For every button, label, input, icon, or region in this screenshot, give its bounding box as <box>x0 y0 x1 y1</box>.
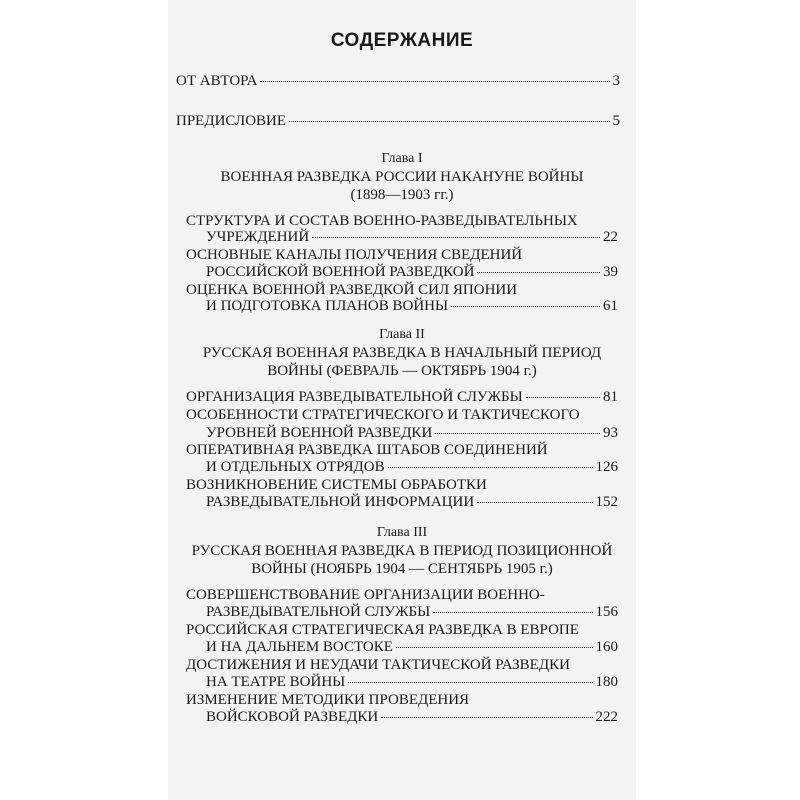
leader-dots <box>289 121 609 122</box>
toc-entry-label: ОПЕРАТИВНАЯ РАЗВЕДКА ШТАБОВ СОЕДИНЕНИЙ <box>186 442 548 458</box>
leader-dots <box>260 81 609 82</box>
toc-entry-label: РОССИЙСКАЯ СТРАТЕГИЧЕСКАЯ РАЗВЕДКА В ЕВРОПЕ <box>186 622 579 638</box>
toc-page-number: 152 <box>595 494 618 510</box>
chapter-title-line: ВОЙНЫ (ФЕВРАЛЬ — ОКТЯБРЬ 1904 г.) <box>267 363 537 379</box>
toc-entry-label: И НА ДАЛЬНЕМ ВОСТОКЕ <box>206 639 393 655</box>
toc-entry <box>206 424 618 442</box>
page-title: СОДЕРЖАНИЕ <box>330 30 474 51</box>
toc-entry-label: ПРЕДИСЛОВИЕ <box>176 113 287 129</box>
toc-page-number: 156 <box>595 604 618 620</box>
toc-entry-label: ИЗМЕНЕНИЕ МЕТОДИКИ ПРОВЕДЕНИЯ <box>186 692 470 708</box>
leader-dots <box>526 397 600 398</box>
toc-page-number: 5 <box>612 113 620 129</box>
book-page <box>168 0 636 800</box>
toc-entry-from-author <box>176 72 620 90</box>
leader-dots <box>396 647 593 648</box>
toc-entry <box>206 297 618 315</box>
toc-entry <box>206 458 618 476</box>
toc-entry-label: НА ТЕАТРЕ ВОЙНЫ <box>206 674 346 690</box>
toc-entry-label: И ПОДГОТОВКА ПЛАНОВ ВОЙНЫ <box>206 298 449 314</box>
chapter-title-line: ВОЕННАЯ РАЗВЕДКА РОССИИ НАКАНУНЕ ВОЙНЫ <box>220 169 584 185</box>
toc-entry-label: ОРГАНИЗАЦИЯ РАЗВЕДЫВАТЕЛЬНОЙ СЛУЖБЫ <box>186 389 523 405</box>
toc-page-number: 61 <box>603 298 618 314</box>
chapter-heading: Глава I <box>381 151 423 166</box>
toc-entry-label: УРОВНЕЙ ВОЕННОЙ РАЗВЕДКИ <box>206 425 433 441</box>
chapter-heading: Глава II <box>379 327 425 342</box>
toc-entry <box>206 708 618 726</box>
toc-page-number: 222 <box>595 709 618 725</box>
toc-entry-label: РАЗВЕДЫВАТЕЛЬНОЙ ИНФОРМАЦИИ <box>206 494 475 510</box>
toc-entry-label: ВОЗНИКНОВЕНИЕ СИСТЕМЫ ОБРАБОТКИ <box>186 477 487 493</box>
chapter-heading: Глава III <box>376 525 428 540</box>
chapter-title-line: РУССКАЯ ВОЕННАЯ РАЗВЕДКА В НАЧАЛЬНЫЙ ПЕРИОД <box>202 345 602 361</box>
toc-page-number: 180 <box>595 674 618 690</box>
toc-entry <box>206 493 618 511</box>
toc-entry-label: СТРУКТУРА И СОСТАВ ВОЕННО-РАЗВЕДЫВАТЕЛЬНЫХ <box>186 213 578 229</box>
leader-dots <box>477 502 592 503</box>
chapter-title-line: (1898—1903 гг.) <box>350 187 454 203</box>
leader-dots <box>388 467 593 468</box>
toc-entry-label: ОЦЕНКА ВОЕННОЙ РАЗВЕДКОЙ СИЛ ЯПОНИИ <box>186 282 518 298</box>
toc-entry-label: РАЗВЕДЫВАТЕЛЬНОЙ СЛУЖБЫ <box>206 604 431 620</box>
toc-entry <box>206 673 618 691</box>
toc-entry-label: ДОСТИЖЕНИЯ И НЕУДАЧИ ТАКТИЧЕСКОЙ РАЗВЕДКИ <box>186 657 570 673</box>
toc-page-number: 126 <box>595 459 618 475</box>
leader-dots <box>381 717 592 718</box>
toc-page-number: 39 <box>603 264 618 280</box>
toc-page-number: 22 <box>603 229 618 245</box>
leader-dots <box>348 682 592 683</box>
leader-dots <box>477 272 600 273</box>
toc-entry <box>186 388 618 406</box>
toc-entry <box>206 228 618 246</box>
chapter-title-line: РУССКАЯ ВОЕННАЯ РАЗВЕДКА В ПЕРИОД ПОЗИЦИОННОЙ <box>191 543 613 559</box>
toc-entry-label: ОСОБЕННОСТИ СТРАТЕГИЧЕСКОГО И ТАКТИЧЕСКОГО <box>186 407 580 423</box>
toc-page-number: 93 <box>603 425 618 441</box>
toc-page-number: 81 <box>603 389 618 405</box>
toc-page-number: 3 <box>612 73 620 89</box>
leader-dots <box>451 306 600 307</box>
toc-entry-label: ОСНОВНЫЕ КАНАЛЫ ПОЛУЧЕНИЯ СВЕДЕНИЙ <box>186 247 523 263</box>
leader-dots <box>433 612 592 613</box>
leader-dots <box>312 237 600 238</box>
toc-page-number: 160 <box>595 639 618 655</box>
toc-entry <box>206 638 618 656</box>
toc-entry <box>206 263 618 281</box>
chapter-title-line: ВОЙНЫ (НОЯБРЬ 1904 — СЕНТЯБРЬ 1905 г.) <box>251 561 553 577</box>
toc-entry-preface <box>176 112 620 130</box>
toc-entry-label: ОТ АВТОРА <box>176 73 258 89</box>
toc-entry-label: СОВЕРШЕНСТВОВАНИЕ ОРГАНИЗАЦИИ ВОЕННО- <box>186 587 545 603</box>
toc-entry-label: ВОЙСКОВОЙ РАЗВЕДКИ <box>206 709 379 725</box>
toc-entry-label: РОССИЙСКОЙ ВОЕННОЙ РАЗВЕДКОЙ <box>206 264 475 280</box>
toc-entry-label: И ОТДЕЛЬНЫХ ОТРЯДОВ <box>206 459 385 475</box>
toc-entry-label: УЧРЕЖДЕНИЙ <box>206 229 310 245</box>
leader-dots <box>435 433 600 434</box>
toc-entry <box>206 603 618 621</box>
